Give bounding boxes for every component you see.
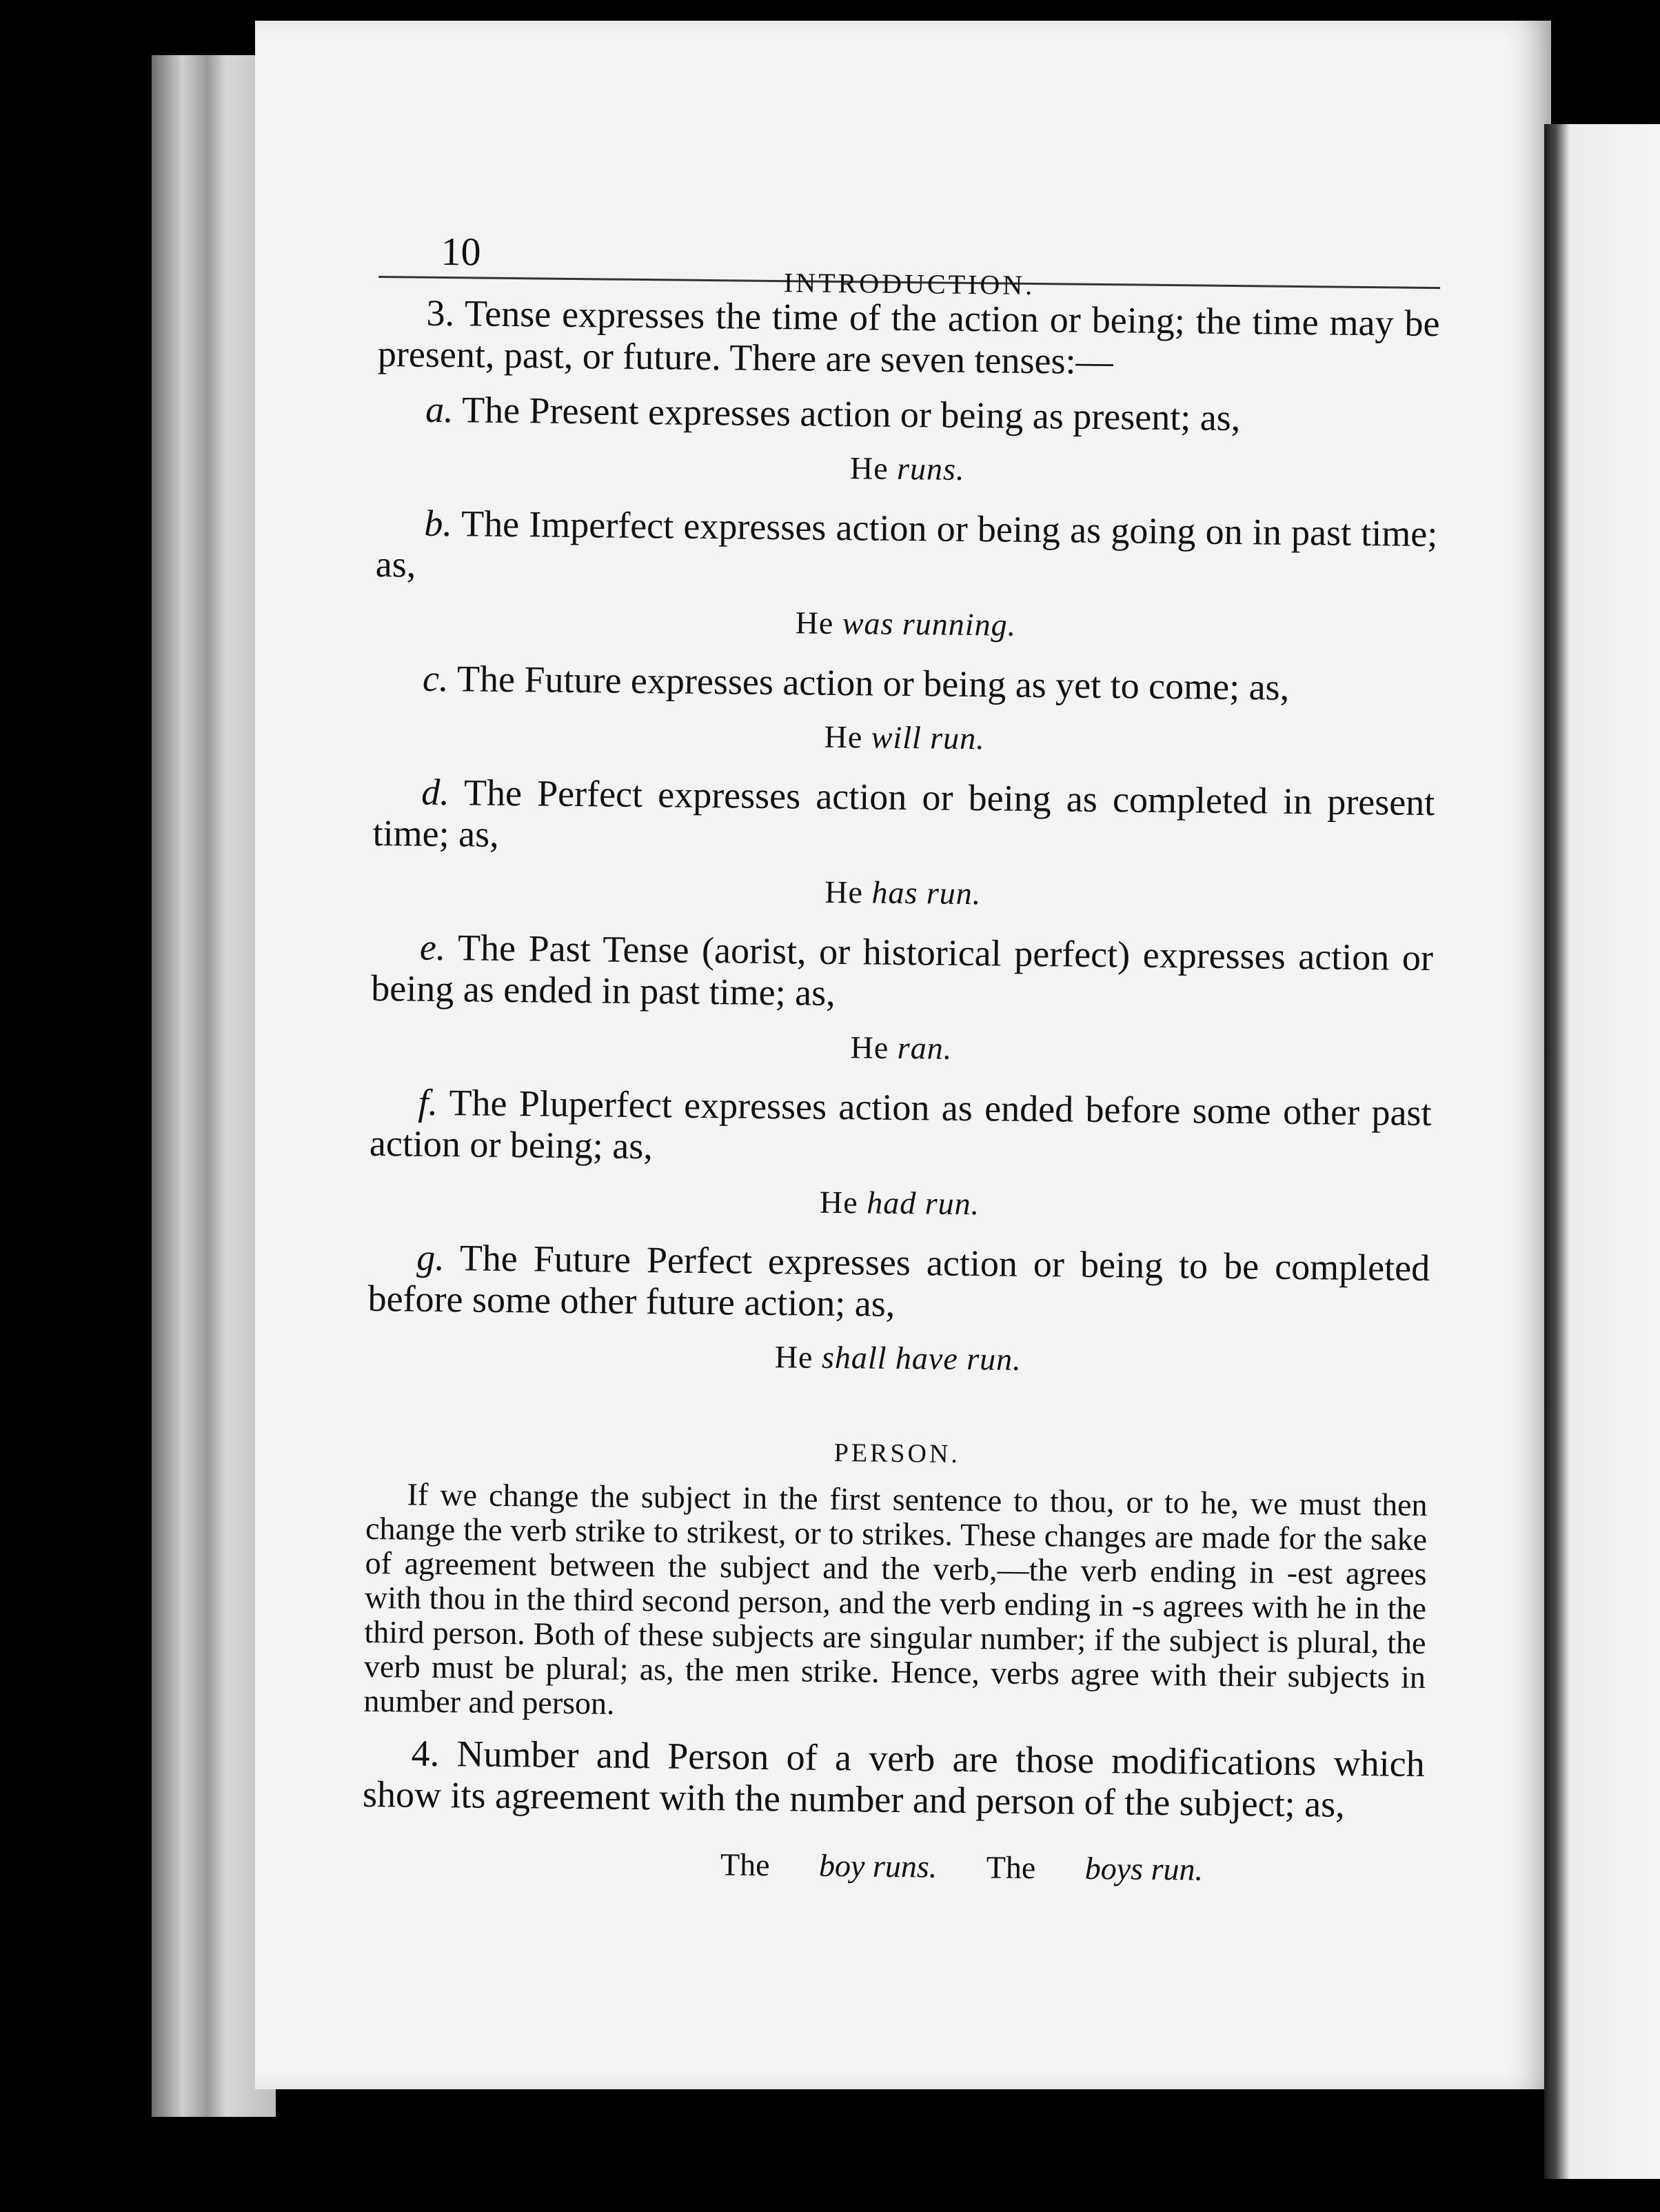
example-plural — [986, 1849, 1204, 1887]
tense-item — [372, 771, 1435, 865]
person-paragraph: If we change the subject in the first sentence to thou, or to he, we must then change the verb strike to strikest, or to strikes. These changes are made for the sake of agreement between the subject and the verb,—the verb ending in -est agrees with thou in the third second person, and the verb ending in -s agrees with he in the third person. Both of these subjects are singular number; if the subject is plural, the verb must be plural; as, the men strike. Hence, verbs agree with their subjects in number and person. — [363, 1476, 1428, 1721]
tense-intro — [378, 292, 1440, 385]
page-number: 10 — [441, 228, 481, 274]
example-verb: runs. — [896, 450, 965, 487]
person-heading: PERSON. — [833, 1438, 961, 1469]
tense-item-text: The Perfect expresses action or being as completed in present time; as, — [372, 772, 1435, 855]
example-verb: has run. — [871, 874, 982, 912]
number-person-paragraph — [363, 1732, 1425, 1826]
tense-item-label: b. — [424, 502, 453, 545]
page-title: INTRODUCTION. — [783, 267, 1035, 301]
tense-item — [367, 1236, 1430, 1330]
example-phrase: boys run. — [1084, 1850, 1204, 1887]
example-verb: had run. — [866, 1185, 980, 1222]
tense-item-text: The Present expresses action or being as present; as, — [461, 389, 1241, 439]
section-number: 3. — [426, 292, 455, 334]
example-singular — [720, 1847, 945, 1884]
number-person-text: Number and Person of a verb are those modifications which show its agreement with the number and person of the subject; as, — [362, 1733, 1425, 1825]
example-subject: He — [774, 1339, 813, 1375]
tense-item-text: The Future Perfect expresses action or being to be completed before some other future action; as, — [367, 1237, 1430, 1325]
example-article: The — [986, 1849, 1036, 1886]
example-subject: He — [819, 1184, 859, 1220]
tense-item-text: The Past Tense (aorist, or historical perfect) expresses action or being as ended in past time; as, — [371, 927, 1434, 1014]
tense-list — [367, 388, 1439, 1382]
example-article: The — [720, 1847, 770, 1883]
tense-example — [370, 1024, 1432, 1072]
tense-item — [375, 502, 1437, 596]
tense-item-text: The Pluperfect expresses action as ended before some other past action or being; as, — [369, 1082, 1432, 1167]
tense-item-label: a. — [425, 388, 454, 431]
tense-item — [377, 388, 1439, 441]
tense-item-label: c. — [422, 657, 449, 700]
tense-item-label: g. — [416, 1236, 445, 1279]
tense-example — [375, 600, 1437, 647]
example-verb: shall have run. — [821, 1339, 1022, 1377]
example-phrase: boy runs. — [818, 1847, 938, 1884]
section-number: 4. — [411, 1732, 440, 1775]
example-subject: He — [824, 718, 863, 755]
tense-item-label: e. — [419, 926, 446, 969]
tense-item-text: The Imperfect expresses action or being as going on in past time; as, — [375, 503, 1438, 585]
number-person-examples — [720, 1846, 1424, 1890]
tense-item-text: The Future expresses action or being as yet to come; as, — [456, 658, 1290, 708]
tense-example — [367, 1334, 1429, 1382]
example-verb: was running. — [842, 605, 1017, 643]
tense-item-label: d. — [421, 771, 450, 814]
page-text — [362, 221, 1441, 1890]
tense-example — [374, 714, 1435, 761]
tense-example — [369, 1179, 1430, 1227]
tense-example — [376, 445, 1438, 492]
tense-intro-text: Tense expresses the time of the action or being; the time may be present, past, or future. There are seven tenses:— — [377, 292, 1440, 383]
running-head — [378, 221, 1441, 301]
tense-item — [370, 1081, 1432, 1175]
example-subject: He — [849, 450, 889, 486]
tense-item — [374, 657, 1437, 710]
example-verb: ran. — [897, 1029, 953, 1066]
example-subject: He — [850, 1029, 889, 1065]
example-subject: He — [795, 605, 834, 641]
tense-item-label: f. — [418, 1081, 438, 1123]
book-spine — [1544, 124, 1660, 2179]
tense-example — [372, 869, 1434, 916]
example-verb: will run. — [871, 719, 985, 756]
tense-item — [371, 926, 1433, 1020]
example-subject: He — [824, 874, 864, 910]
